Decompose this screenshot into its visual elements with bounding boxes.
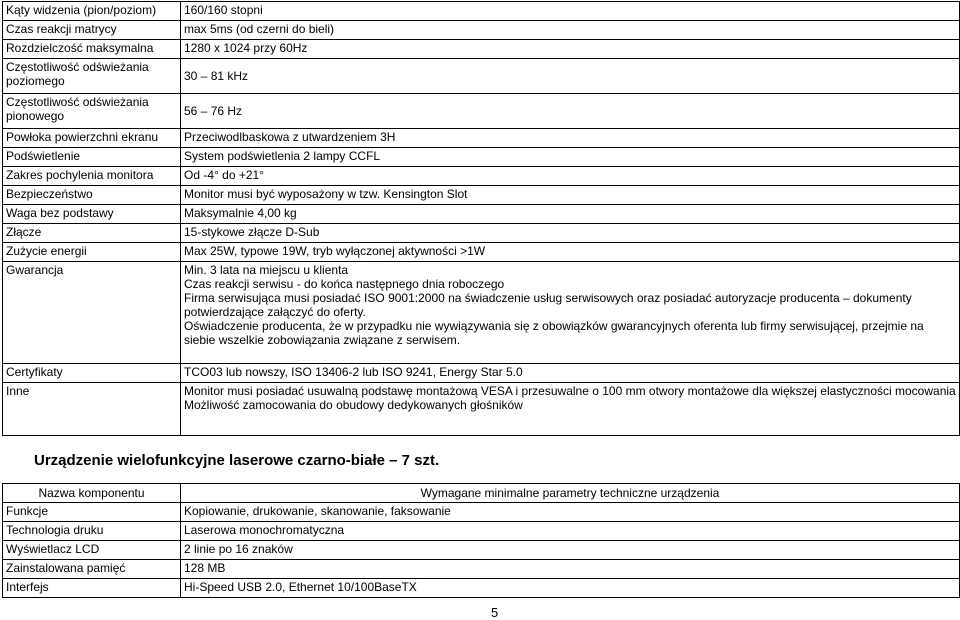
device-key: Zainstalowana pamięć xyxy=(3,560,181,579)
table-row xyxy=(3,541,960,560)
spec-key: Rozdzielczość maksymalna xyxy=(3,40,181,59)
device-value: 128 MB xyxy=(181,560,960,579)
inne-line: Możliwość zamocowania do obudowy dedykowanych głośników xyxy=(184,398,523,412)
table-row xyxy=(3,224,960,243)
table-row xyxy=(3,40,960,59)
table-row xyxy=(3,21,960,40)
table-row xyxy=(3,560,960,579)
spec-value-inne xyxy=(181,383,960,436)
spec-key: Gwarancja xyxy=(3,262,181,364)
table-row-inne xyxy=(3,383,960,436)
spec-value: 56 – 76 Hz xyxy=(181,94,960,129)
spec-value: 160/160 stopni xyxy=(181,2,960,21)
table-row xyxy=(3,59,960,94)
device-value: 2 linie po 16 znaków xyxy=(181,541,960,560)
table-row-gwarancja xyxy=(3,262,960,364)
spec-key: Częstotliwość odświeżania pionowego xyxy=(3,94,181,129)
page-number: 5 xyxy=(491,605,499,620)
spec-value: max 5ms (od czerni do bieli) xyxy=(181,21,960,40)
gwarancja-line: Min. 3 lata na miejscu u klienta xyxy=(184,263,349,277)
table-row xyxy=(3,503,960,522)
gwarancja-line: Oświadczenie producenta, że w przypadku nie wywiązywania się z obowiązków gwarancyjnych oferenta lub firmy serwisującej, przejmie na siebie wszelkie zobowiązania związane z serwisem. xyxy=(184,319,924,347)
device-value: Hi-Speed USB 2.0, Ethernet 10/100BaseTX xyxy=(181,579,960,598)
table-row xyxy=(3,522,960,541)
table-row xyxy=(3,94,960,129)
spec-value: Maksymalnie 4,00 kg xyxy=(181,205,960,224)
spec-value: 1280 x 1024 przy 60Hz xyxy=(181,40,960,59)
device-value: Kopiowanie, drukowanie, skanowanie, faksowanie xyxy=(181,503,960,522)
device-value: Laserowa monochromatyczna xyxy=(181,522,960,541)
device-key: Funkcje xyxy=(3,503,181,522)
table-row xyxy=(3,2,960,21)
spec-value: TCO03 lub nowszy, ISO 13406-2 lub ISO 9241, Energy Star 5.0 xyxy=(181,364,960,383)
spec-key: Zakres pochylenia monitora xyxy=(3,167,181,186)
section-heading: Urządzenie wielofunkcyjne laserowe czarno-białe – 7 szt. xyxy=(34,452,440,469)
spec-value: Przeciwodlbaskowa z utwardzeniem 3H xyxy=(181,129,960,148)
table-row xyxy=(3,148,960,167)
device-key: Wyświetlacz LCD xyxy=(3,541,181,560)
spec-key: Częstotliwość odświeżania poziomego xyxy=(3,59,181,94)
device-key: Technologia druku xyxy=(3,522,181,541)
spec-key: Inne xyxy=(3,383,181,436)
table-row xyxy=(3,243,960,262)
table-header-row xyxy=(3,484,960,503)
column-header: Nazwa komponentu xyxy=(3,484,181,503)
gwarancja-line: Firma serwisująca musi posiadać ISO 9001:2000 na świadczenie usług serwisowych oraz posiadać autoryzacje producenta – dokumenty potwierdzające załączyć do oferty. xyxy=(184,291,912,319)
spec-value: 15-stykowe złącze D-Sub xyxy=(181,224,960,243)
table-row xyxy=(3,167,960,186)
spec-key: Czas reakcji matrycy xyxy=(3,21,181,40)
spec-value: Max 25W, typowe 19W, tryb wyłączonej aktywności >1W xyxy=(181,243,960,262)
table-row xyxy=(3,186,960,205)
table-row-certyfikaty xyxy=(3,364,960,383)
table-row xyxy=(3,129,960,148)
spec-value: Od -4° do +21° xyxy=(181,167,960,186)
monitor-spec-table xyxy=(2,1,960,436)
column-header: Wymagane minimalne parametry techniczne urządzenia xyxy=(181,484,960,503)
table-row xyxy=(3,579,960,598)
gwarancja-line: Czas reakcji serwisu - do końca następnego dnia roboczego xyxy=(184,277,505,291)
spec-key: Powłoka powierzchni ekranu xyxy=(3,129,181,148)
spec-value: 30 – 81 kHz xyxy=(181,59,960,94)
spec-key: Waga bez podstawy xyxy=(3,205,181,224)
table-row xyxy=(3,205,960,224)
spec-key: Podświetlenie xyxy=(3,148,181,167)
spec-value: Monitor musi być wyposażony w tzw. Kensington Slot xyxy=(181,186,960,205)
spec-key: Zużycie energii xyxy=(3,243,181,262)
device-key: Interfejs xyxy=(3,579,181,598)
inne-line: Monitor musi posiadać usuwalną podstawę montażową VESA i przesuwalne o 100 mm otwory montażowe dla większej elastyczności mocowania xyxy=(184,384,956,398)
spec-key: Bezpieczeństwo xyxy=(3,186,181,205)
device-spec-table xyxy=(2,483,960,598)
spec-key: Kąty widzenia (pion/poziom) xyxy=(3,2,181,21)
spec-key: Certyfikaty xyxy=(3,364,181,383)
spec-key: Złącze xyxy=(3,224,181,243)
spec-value-gwarancja xyxy=(181,262,960,364)
spec-value: System podświetlenia 2 lampy CCFL xyxy=(181,148,960,167)
